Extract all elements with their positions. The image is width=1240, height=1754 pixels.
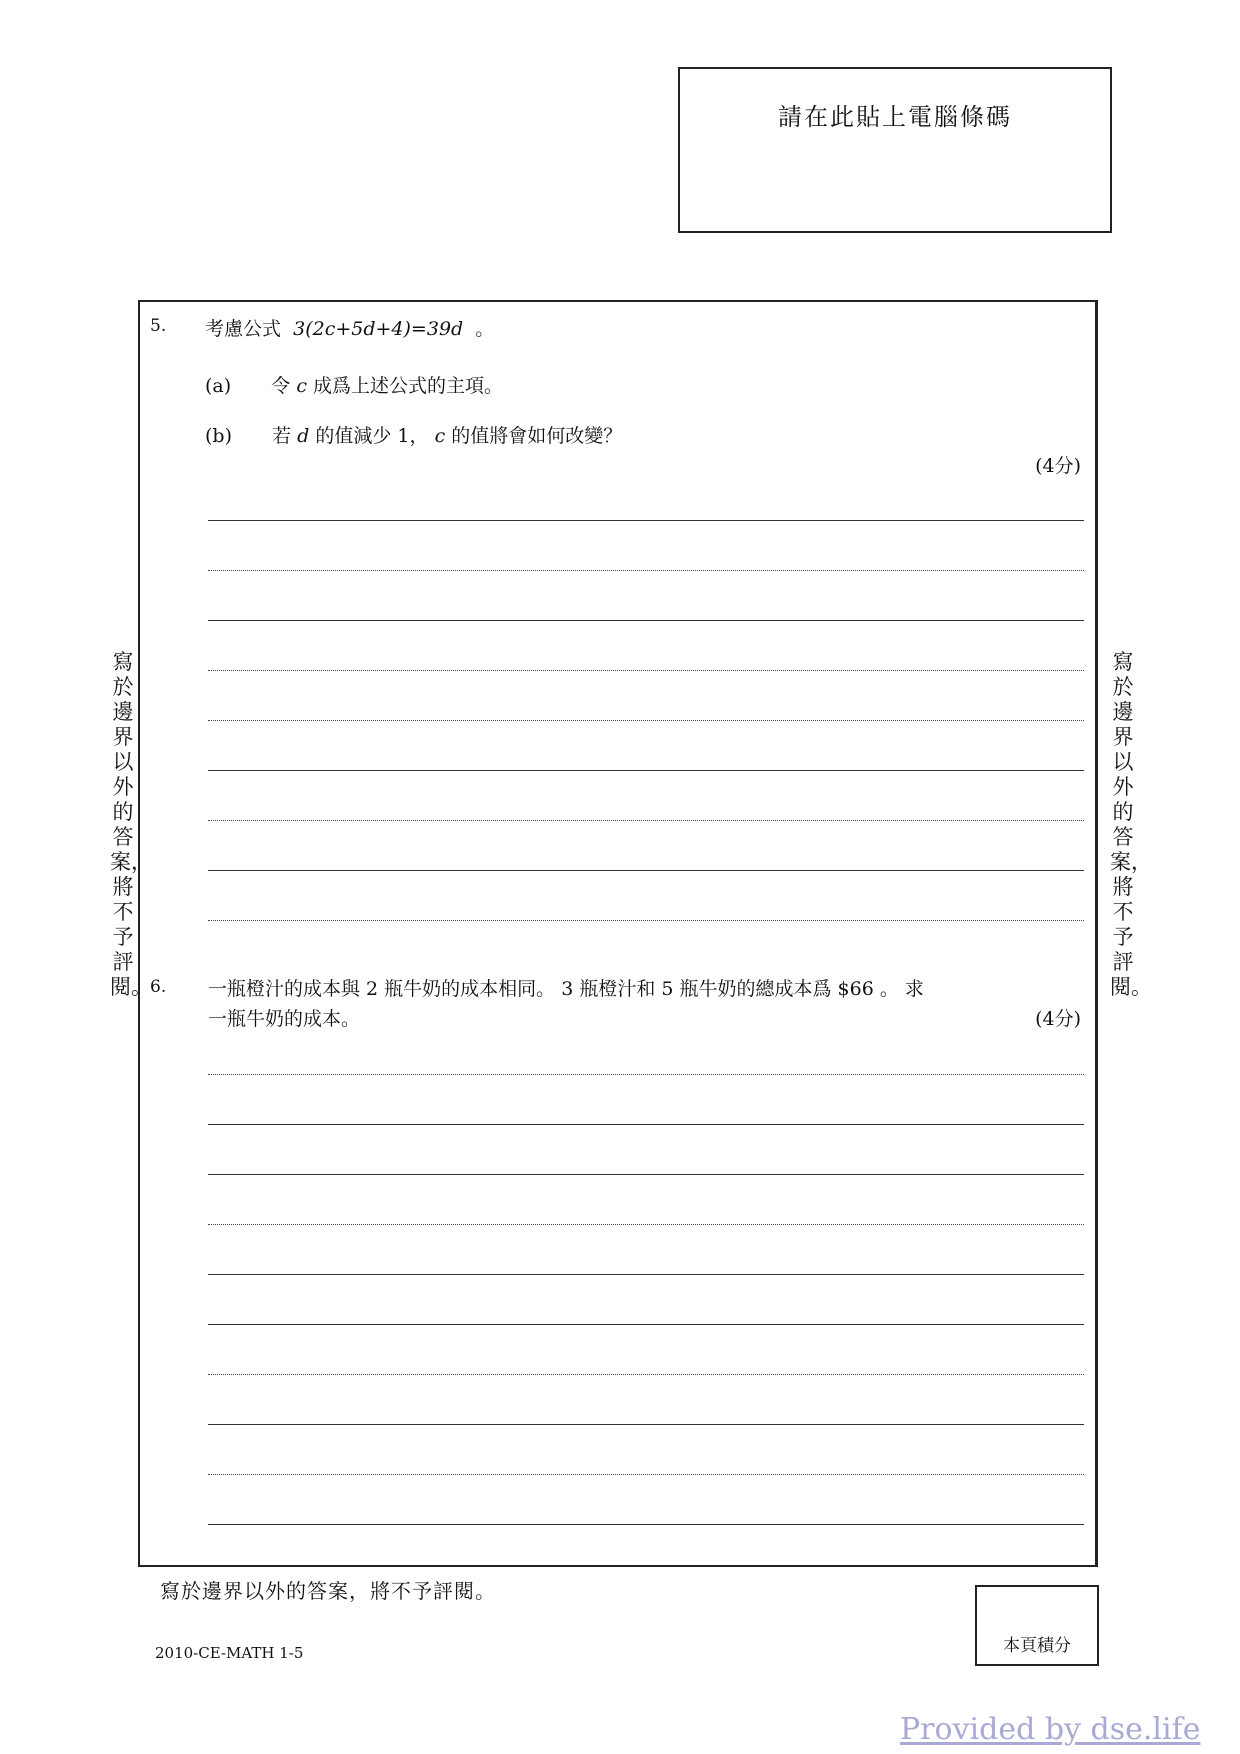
barcode-label: 請在此貼上電腦條碼 <box>778 103 1012 131</box>
question-5-marks: (4分) <box>1035 455 1081 477</box>
question-5a-var: c <box>296 375 307 397</box>
answer-line <box>208 1374 1084 1375</box>
question-5-formula: 3(2c+5d+4)=39d <box>293 318 464 340</box>
answer-line <box>208 570 1084 571</box>
answer-line <box>208 1224 1084 1225</box>
question-5b-text-2: 的值減少 1， <box>315 425 429 447</box>
question-5b <box>205 421 622 448</box>
barcode-box <box>678 67 1112 233</box>
provider-link[interactable]: Provided by dse.life <box>900 1712 1201 1747</box>
question-6-line-2: 一瓶牛奶的成本。 <box>208 1008 361 1030</box>
question-5-intro-end: 。 <box>475 318 495 340</box>
bottom-margin-note: 寫於邊界以外的答案，將不予評閱。 <box>160 1579 496 1603</box>
answer-line <box>208 720 1084 721</box>
answer-line <box>208 1474 1084 1475</box>
answer-line <box>208 670 1084 671</box>
question-6-line-1: 一瓶橙汁的成本與 2 瓶牛奶的成本相同。 3 瓶橙汁和 5 瓶牛奶的總成本爲 $66 。 求 <box>208 978 924 1000</box>
question-5a-text-1: 令 <box>271 375 291 397</box>
page-score-label: 本頁積分 <box>1003 1636 1071 1656</box>
answer-line <box>208 870 1084 871</box>
answer-line <box>208 920 1084 921</box>
question-5b-text-3: 的值將會如何改變？ <box>451 425 623 447</box>
question-5a-label: (a) <box>205 375 232 397</box>
answer-line <box>208 1424 1084 1425</box>
question-5b-label: (b) <box>205 425 232 447</box>
question-5a-text-2: 成爲上述公式的主項。 <box>313 375 504 397</box>
question-5a <box>205 371 503 398</box>
page-score-box <box>975 1585 1099 1666</box>
answer-line <box>208 620 1084 621</box>
left-margin-note: 寫於邊界以外的答案，將不予評閱。 <box>110 650 152 999</box>
question-5b-text-1: 若 <box>272 425 292 447</box>
right-margin-note: 寫於邊界以外的答案，將不予評閱。 <box>1110 650 1152 999</box>
answer-line <box>208 770 1084 771</box>
answer-line <box>208 1524 1084 1525</box>
answer-line <box>208 520 1084 521</box>
answer-line <box>208 1324 1084 1325</box>
answer-line <box>208 1124 1084 1125</box>
paper-code: 2010-CE-MATH 1-5 <box>155 1644 304 1662</box>
answer-line <box>208 1174 1084 1175</box>
question-5b-var-d: d <box>297 425 310 447</box>
question-5-stem <box>205 314 494 341</box>
answer-line <box>208 820 1084 821</box>
answer-line <box>208 1074 1084 1075</box>
question-6-marks: (4分) <box>1035 1008 1081 1030</box>
question-6-number: 6. <box>150 977 167 997</box>
question-5b-var-c: c <box>434 425 446 447</box>
question-5-number: 5. <box>150 316 167 336</box>
answer-line <box>208 1274 1084 1275</box>
question-5-intro: 考慮公式 <box>205 318 282 340</box>
answer-frame <box>138 300 1098 1567</box>
